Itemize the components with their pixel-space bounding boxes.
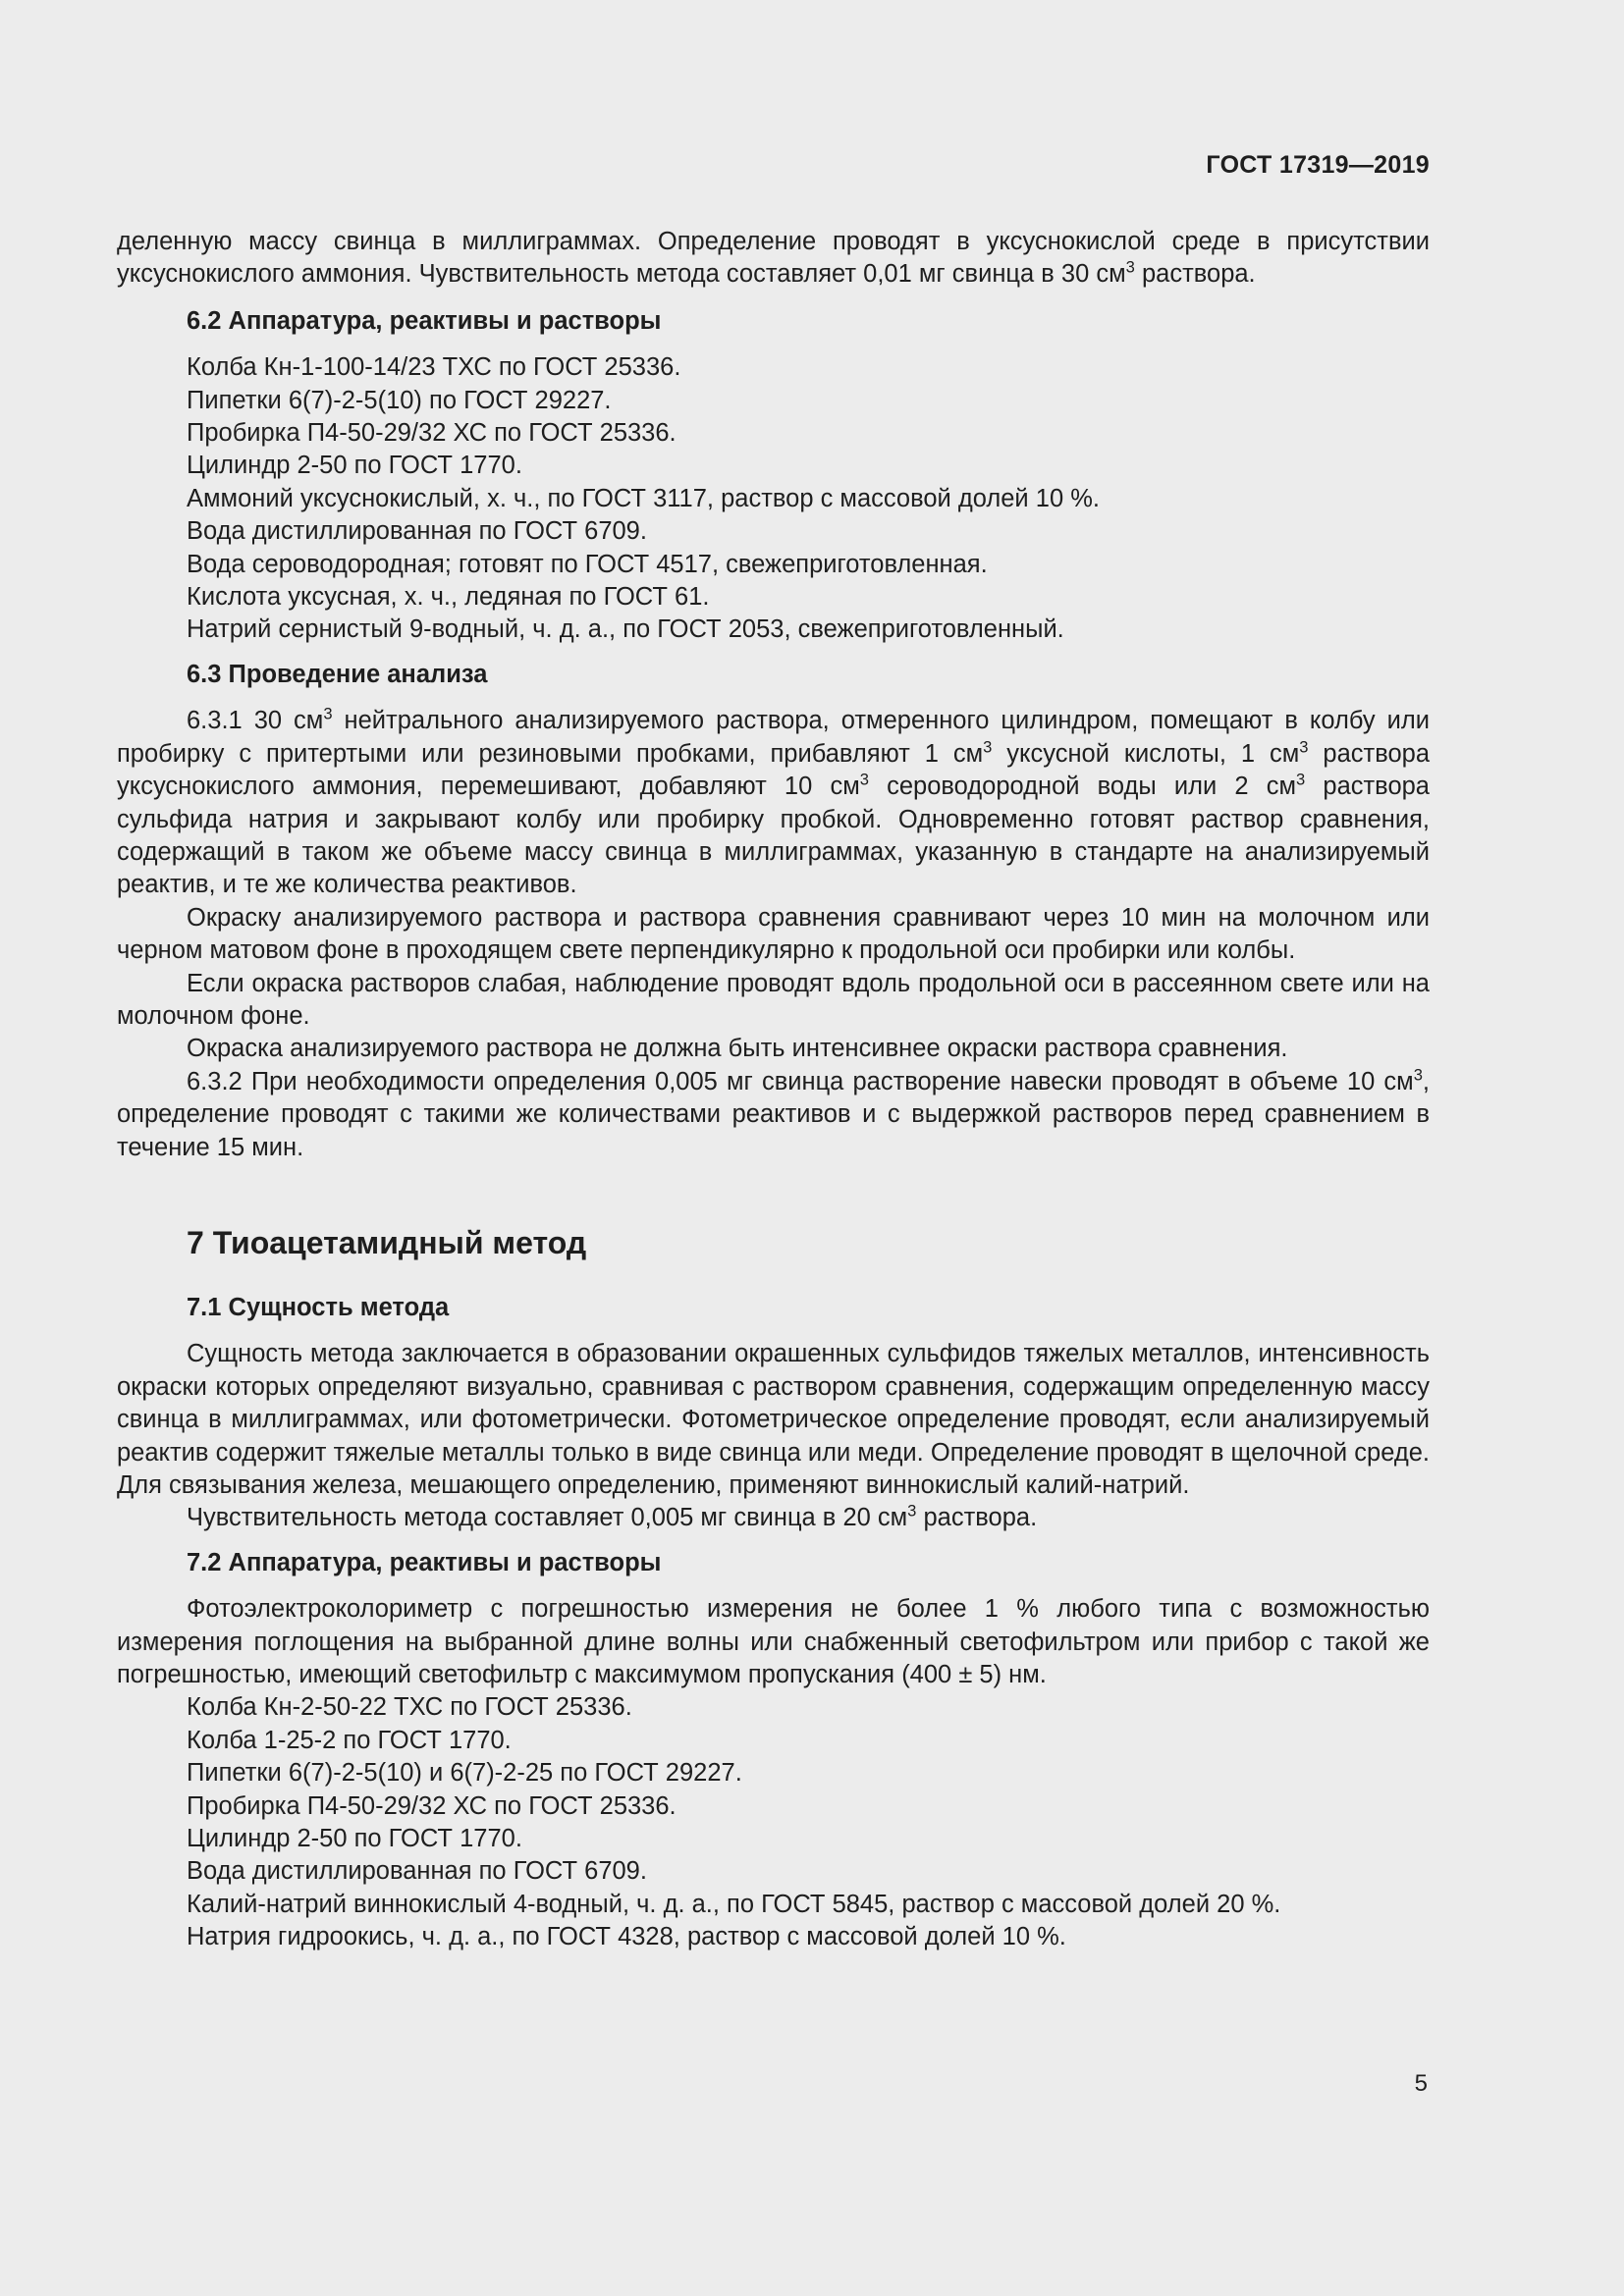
list-item: Цилиндр 2-50 по ГОСТ 1770. [187, 452, 522, 480]
list-item: Аммоний уксуснокислый, х. ч., по ГОСТ 3117, раствор с массовой долей 10 %. [187, 484, 1100, 512]
list-item: Колба Кн-2-50-22 ТХС по ГОСТ 25336. [187, 1693, 632, 1722]
document-code-header: ГОСТ 17319—2019 [1206, 151, 1430, 179]
list-item: Пипетки 6(7)-2-5(10) и 6(7)-2-25 по ГОСТ 29227. [187, 1759, 742, 1788]
paragraph-6-3-2: 6.3.2 При необходимости определения 0,005 мг свинца растворение навески проводят в объеме 10 $см^3$, определение проводят с такими же количествами реактивов и с выдержкой растворов перед сравнением в течение 15 мин. [117, 1065, 1430, 1161]
list-item: Вода дистиллированная по ГОСТ 6709. [187, 517, 647, 546]
list-item: Колба 1-25-2 по ГОСТ 1770. [187, 1726, 512, 1754]
page-number: 5 [1414, 2070, 1428, 2097]
list-item: Цилиндр 2-50 по ГОСТ 1770. [187, 1825, 522, 1853]
section-6-2-heading: 6.2 Аппаратура, реактивы и растворы [187, 306, 662, 335]
list-item: Натрий сернистый 9-водный, ч. д. а., по ГОСТ 2053, свежеприготовленный. [187, 615, 1064, 644]
list-item: Вода дистиллированная по ГОСТ 6709. [187, 1857, 647, 1886]
section-7-2-heading: 7.2 Аппаратура, реактивы и растворы [187, 1548, 662, 1576]
paragraph: Чувствительность метода составляет 0,005 мг свинца в 20 $см^3$ раствора. [187, 1501, 1038, 1532]
intro-paragraph: деленную массу свинца в миллиграммах. Определение проводят в уксуснокислой среде в присутствии уксуснокислого аммония. Чувствительность метода составляет 0,01 мг свинца в 30 $см^3$ раствора. [117, 228, 1430, 289]
list-item: Пробирка П4-50-29/32 ХС по ГОСТ 25336. [187, 1791, 677, 1820]
list-item: Вода сероводородная; готовят по ГОСТ 4517, свежеприготовленная. [187, 550, 988, 578]
list-item: Пробирка П4-50-29/32 ХС по ГОСТ 25336. [187, 419, 677, 448]
section-6-3-heading: 6.3 Проведение анализа [187, 660, 488, 688]
list-item: Натрия гидроокись, ч. д. а., по ГОСТ 4328, раствор с массовой долей 10 %. [187, 1923, 1066, 1951]
paragraph: Сущность метода заключается в образовании окрашенных сульфидов тяжелых металлов, интенсивность окраски которых определяют визуально, сравнивая с раствором сравнения, содержащим определенную массу свинца в миллиграммах, или фотометрически. Фотометрическое определение проводят, если анализируемый реактив содержит тяжелые металлы только в виде свинца или меди. Определение проводят в щелочной среде. Для связывания железа, мешающего определению, применяют виннокислый калий-натрий. [117, 1340, 1430, 1499]
list-item: Кислота уксусная, х. ч., ледяная по ГОСТ 61. [187, 583, 710, 612]
section-7-1-heading: 7.1 Сущность метода [187, 1293, 450, 1321]
list-item: Калий-натрий виннокислый 4-водный, ч. д. а., по ГОСТ 5845, раствор с массовой долей 20 %. [187, 1890, 1281, 1918]
document-body [117, 226, 1430, 1954]
paragraph: Если окраска растворов слабая, наблюдение проводят вдоль продольной оси в рассеянном свете или на молочном фоне. [117, 969, 1430, 1030]
paragraph: Фотоэлектроколориметр с погрешностью измерения не более 1 % любого типа с возможностью измерения поглощения на выбранной длине волны или снабженный светофильтром или прибор с такой же погрешностью, имеющий светофильтр с максимумом пропускания (400 ± 5) нм. [117, 1595, 1430, 1689]
paragraph-6-3-1: 6.3.1 30 $см^3$ нейтрального анализируемого раствора, отмеренного цилиндром, помещают в колбу или пробирку с притертыми или резиновыми пробками, прибавляют 1 $см^3$ уксусной кислоты, 1 $см^3$ раствора уксуснокислого аммония, перемешивают, добавляют 10 $см^3$ сероводородной воды или 2 $см^3$ раствора сульфида натрия и закрывают колбу или пробирку пробкой. Одновременно готовят раствор сравнения, содержащий в таком же объеме массу свинца в миллиграммах, указанную в стандарте на анализируемый реактив, и те же количества реактивов. [117, 704, 1431, 899]
list-item: Пипетки 6(7)-2-5(10) по ГОСТ 29227. [187, 386, 612, 414]
section-7-heading: 7 Тиоацетамидный метод [187, 1224, 587, 1260]
paragraph: Окраску анализируемого раствора и раствора сравнения сравнивают через 10 мин на молочном или черном матовом фоне в проходящем свете перпендикулярно к продольной оси пробирки или колбы. [117, 903, 1430, 965]
list-item: Колба Кн-1-100-14/23 ТХС по ГОСТ 25336. [187, 353, 681, 382]
paragraph: Окраска анализируемого раствора не должна быть интенсивнее окраски раствора сравнения. [187, 1035, 1288, 1063]
